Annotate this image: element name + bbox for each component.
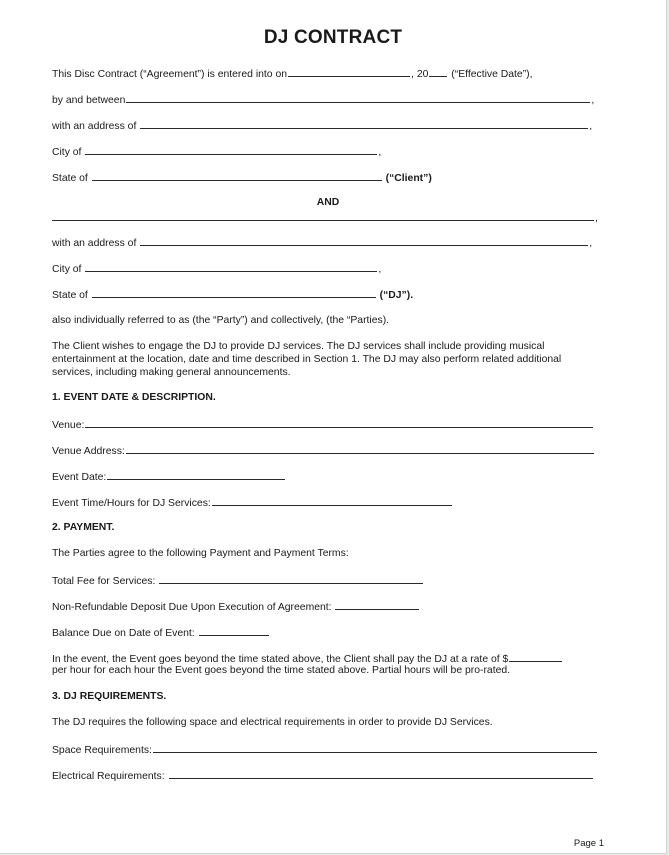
dj-address-field[interactable] (140, 236, 588, 246)
hourly-rate-field[interactable] (509, 652, 562, 662)
and-label: AND (316, 197, 340, 208)
venue-label: Venue: (52, 420, 85, 431)
comma: , (378, 264, 382, 275)
agreement-date-field[interactable] (288, 67, 410, 77)
dj-name-line (52, 211, 598, 225)
event-time-field[interactable] (212, 496, 452, 506)
balance-field[interactable] (199, 626, 269, 636)
dj-city-field[interactable] (85, 262, 377, 272)
requirements-intro: The DJ requires the following space and electrical requirements in order to provide DJ Services. (52, 717, 493, 728)
year-prefix: , 20 (411, 69, 429, 80)
event-date-field[interactable] (107, 470, 285, 480)
overtime-text-2: per hour for each hour the Event goes beyond the time stated above. Partial hours will be pro-rated. (52, 665, 511, 676)
effective-date-label: (“Effective Date”), (451, 69, 533, 80)
event-time-label: Event Time/Hours for DJ Services: (52, 498, 211, 509)
dj-name-field[interactable] (52, 211, 594, 221)
section3-heading: 3. DJ REQUIREMENTS. (52, 691, 167, 702)
electrical-requirements-label: Electrical Requirements: (52, 771, 165, 782)
client-address-label: with an address of (52, 121, 137, 132)
comma: , (589, 121, 593, 132)
payment-intro: The Parties agree to the following Payment and Payment Terms: (52, 548, 349, 559)
client-label: (“Client”) (385, 173, 432, 184)
electrical-requirements-field[interactable] (169, 769, 593, 779)
client-address-field[interactable] (140, 119, 588, 129)
comma: , (378, 147, 382, 158)
overtime-line-1 (52, 652, 563, 666)
dj-address-line (52, 236, 592, 250)
space-requirements-label: Space Requirements: (52, 745, 152, 756)
client-state-label: State of (52, 173, 88, 184)
deposit-line (52, 600, 420, 614)
space-requirements-field[interactable] (153, 743, 597, 753)
dj-state-label: State of (52, 290, 88, 301)
dj-state-line (52, 288, 413, 302)
dj-address-label: with an address of (52, 238, 137, 249)
section1-heading: 1. EVENT DATE & DESCRIPTION. (52, 392, 216, 403)
comma: , (589, 238, 593, 249)
dj-city-line (52, 262, 381, 276)
client-name-field[interactable] (126, 93, 590, 103)
document-title: DJ CONTRACT (263, 27, 403, 48)
parties-text: also individually referred to as (the “Party”) and collectively, (the “Parties). (52, 315, 390, 326)
dj-state-field[interactable] (92, 288, 376, 298)
venue-address-field[interactable] (126, 444, 594, 454)
page-number: Page 1 (573, 838, 604, 849)
intro-text: This Disc Contract (“Agreement”) is entered into on (52, 69, 288, 80)
comma: , (591, 95, 595, 106)
client-city-label: City of (52, 147, 82, 158)
space-requirements-line (52, 743, 598, 757)
client-city-field[interactable] (85, 145, 377, 155)
total-fee-label: Total Fee for Services: (52, 576, 156, 587)
venue-address-label: Venue Address: (52, 446, 125, 457)
services-paragraph: The Client wishes to engage the DJ to provide DJ services. The DJ services shall include providing musical entertainment at the location, date and time described in Section 1. The DJ may also perform related additional services, including making general announcements. (52, 341, 562, 378)
client-state-line (52, 171, 432, 185)
section2-heading: 2. PAYMENT. (52, 522, 115, 533)
client-address-line (52, 119, 592, 133)
total-fee-field[interactable] (159, 574, 423, 584)
overtime-text-1: In the event, the Event goes beyond the time stated above, the Client shall pay the DJ at a rate of $ (52, 654, 509, 665)
event-date-label: Event Date: (52, 472, 107, 483)
venue-field[interactable] (85, 418, 593, 428)
balance-line (52, 626, 270, 640)
total-fee-line (52, 574, 424, 588)
dj-city-label: City of (52, 264, 82, 275)
comma: , (595, 213, 598, 224)
venue-address-line (52, 444, 595, 458)
by-and-between-label: by and between (52, 95, 126, 106)
venue-line (52, 418, 594, 432)
dj-label: (“DJ”). (379, 290, 414, 301)
client-state-field[interactable] (92, 171, 382, 181)
deposit-field[interactable] (335, 600, 419, 610)
by-and-between-line (52, 93, 594, 107)
balance-label: Balance Due on Date of Event: (52, 628, 195, 639)
intro-line (52, 67, 533, 81)
electrical-requirements-line (52, 769, 594, 783)
deposit-label: Non-Refundable Deposit Due Upon Execution of Agreement: (52, 602, 332, 613)
agreement-year-field[interactable] (429, 67, 447, 77)
event-date-line (52, 470, 286, 484)
client-city-line (52, 145, 381, 159)
event-time-line (52, 496, 453, 510)
